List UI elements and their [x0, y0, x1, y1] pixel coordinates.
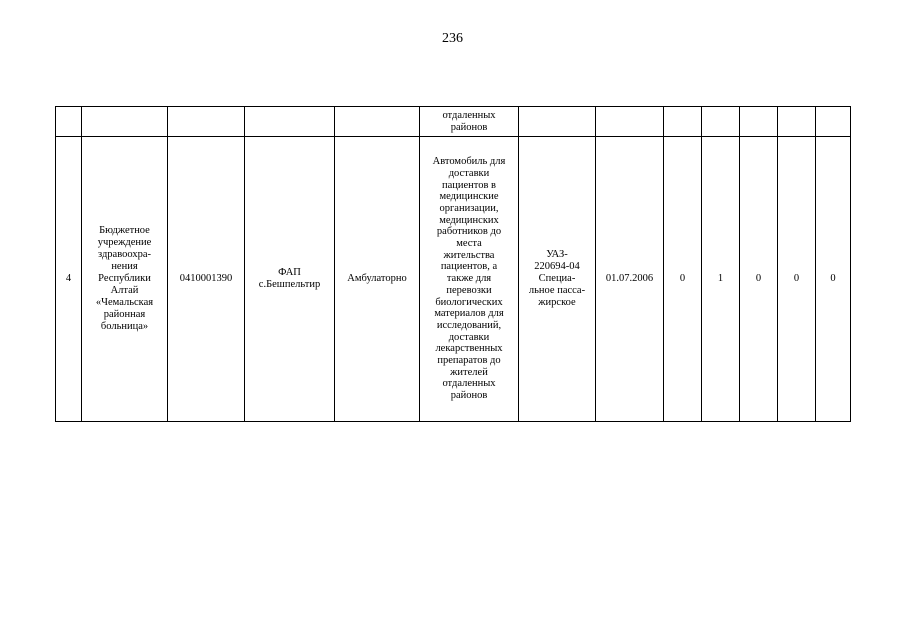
- cell-col-b: 1: [702, 137, 740, 422]
- cell-care-type: Амбулаторно: [335, 137, 420, 422]
- cell-col-d: [778, 107, 816, 137]
- vehicle-table: [55, 106, 851, 422]
- cell-col-e: [816, 107, 851, 137]
- cell-institution: [82, 107, 168, 137]
- cell-col-a: 0: [664, 137, 702, 422]
- cell-col-b: [702, 107, 740, 137]
- table-row-continuation: [56, 107, 851, 137]
- cell-code: [168, 107, 245, 137]
- cell-description: отдаленных районов: [420, 107, 519, 137]
- cell-vehicle: [519, 107, 596, 137]
- table-row: [56, 137, 851, 422]
- page-number: 236: [442, 31, 463, 46]
- cell-code: 0410001390: [168, 137, 245, 422]
- cell-col-c: 0: [740, 137, 778, 422]
- cell-col-d: 0: [778, 137, 816, 422]
- cell-col-e: 0: [816, 137, 851, 422]
- cell-col-c: [740, 107, 778, 137]
- cell-description: Автомобиль для доставки пациентов в медицинские организации, медицинских работников до места жительства пациентов, а также для перевозки биологических материалов для исследований, доставки лекарственных препаратов до жителей отдаленных районов: [420, 137, 519, 422]
- cell-date: [596, 107, 664, 137]
- cell-index: [56, 107, 82, 137]
- cell-vehicle: УАЗ- 220694-04 Специа- льное пасса- жирское: [519, 137, 596, 422]
- cell-index: 4: [56, 137, 82, 422]
- cell-col-a: [664, 107, 702, 137]
- cell-facility: [245, 107, 335, 137]
- cell-facility: ФАП с.Бешпельтир: [245, 137, 335, 422]
- cell-date: 01.07.2006: [596, 137, 664, 422]
- cell-care-type: [335, 107, 420, 137]
- cell-institution: Бюджетное учреждение здравоохра- нения Республики Алтай «Чемальская районная больница»: [82, 137, 168, 422]
